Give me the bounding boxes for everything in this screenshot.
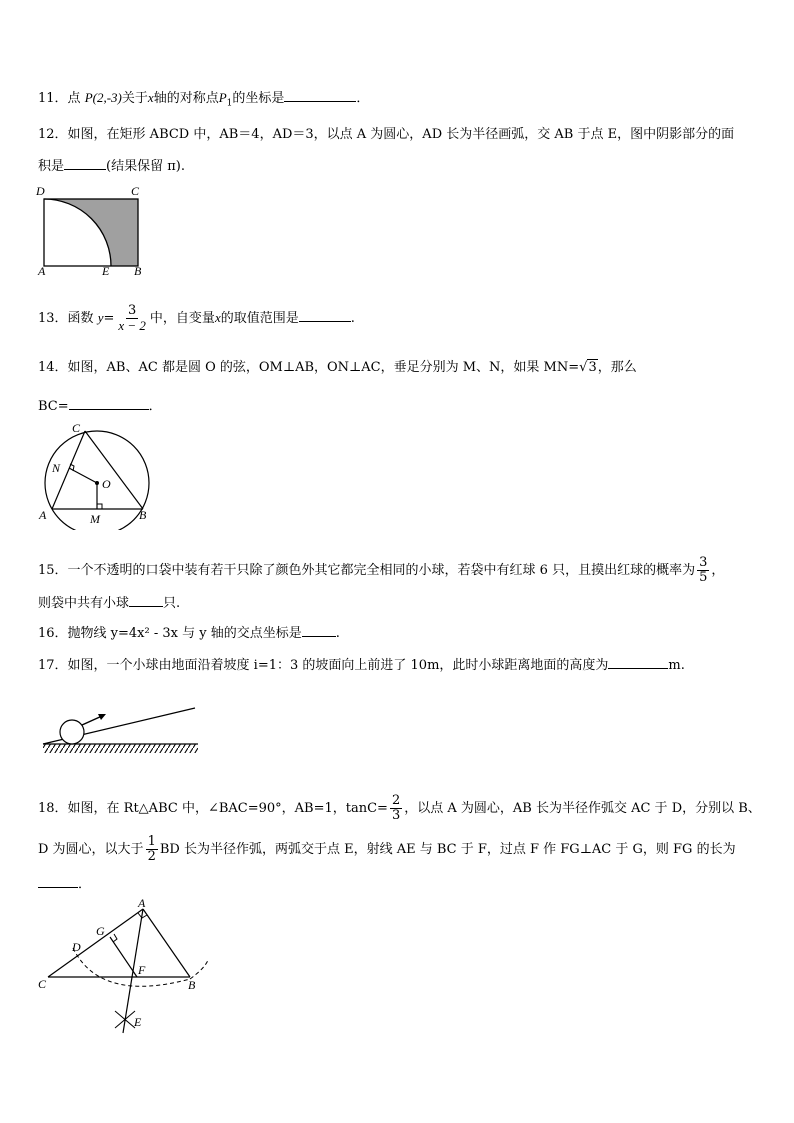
question-12-line-1: 12．如图，在矩形 ABCD 中，AB＝4，AD＝3，以点 A 为圆心，AD 长为半径画弧，交 AB 于点 E，图中阴影部分的面 — [38, 127, 735, 142]
ball — [60, 720, 84, 744]
q11-end: ． — [356, 91, 370, 106]
figure-14-circle — [32, 420, 157, 530]
question-17 — [38, 654, 685, 676]
figure-12-rectangle — [30, 182, 160, 282]
label-a: A — [138, 896, 146, 910]
question-14-line-1 — [38, 358, 637, 378]
q17-end: m. — [668, 658, 685, 673]
radicand: 3 — [588, 360, 597, 375]
label-m: M — [90, 512, 100, 526]
center-point — [95, 481, 99, 485]
q17-text: 17．如图，一个小球由地面沿着坡度 i=1：3 的坡面向上前进了 10m，此时小球距离地面的高度为 — [38, 658, 609, 673]
q18-fraction-half — [146, 835, 158, 864]
q15-text: 则袋中共有小球 — [38, 596, 130, 611]
question-16 — [38, 622, 340, 644]
arc-from-b — [190, 960, 208, 979]
q14-text: ，那么 — [597, 360, 637, 375]
q16-end: . — [335, 626, 340, 641]
answer-blank[interactable] — [302, 622, 336, 637]
q11-axis: x — [147, 90, 154, 105]
ground-hatching — [43, 744, 198, 753]
q11-number: 11． — [38, 91, 68, 106]
question-15-line-1 — [38, 556, 724, 585]
question-12-line-2 — [38, 155, 185, 177]
side-ab — [143, 909, 190, 977]
answer-blank[interactable] — [299, 307, 351, 322]
right-angle-m — [97, 504, 102, 509]
question-14-line-2 — [38, 395, 162, 417]
q11-text: 关于 — [121, 91, 148, 106]
label-a: A — [39, 508, 47, 522]
sqrt-symbol: √3 — [579, 360, 597, 375]
q16-text: 16．抛物线 y=4x² - 3x 与 y 轴的交点坐标是 — [38, 626, 302, 641]
question-15-line-2 — [38, 592, 180, 614]
label-e: E — [102, 264, 110, 278]
q18-text: D 为圆心，以大于 — [38, 842, 144, 857]
q18-text: 18．如图，在 Rt△ABC 中，∠BAC=90°，AB=1，tanC= — [38, 801, 388, 816]
q11-text: 轴的对称点 — [153, 91, 219, 106]
label-g: G — [96, 924, 105, 938]
answer-blank[interactable] — [129, 592, 163, 607]
question-18-line-1 — [38, 794, 761, 823]
label-b: B — [139, 508, 147, 522]
q13-fraction — [116, 304, 148, 333]
q13-equals: = — [103, 311, 115, 326]
segment-fg — [110, 937, 137, 977]
label-c: C — [72, 421, 81, 435]
q13-var-y: y — [97, 310, 104, 325]
direction-arrow-shaft — [82, 716, 102, 725]
label-e: E — [134, 1015, 142, 1029]
figure-17-slope — [38, 700, 203, 755]
fraction-denominator: 3 — [391, 808, 401, 823]
fraction-denominator: x − 2 — [118, 318, 146, 333]
label-c: C — [38, 977, 47, 991]
label-c: C — [131, 184, 140, 198]
q18-end: ． — [78, 877, 92, 892]
answer-blank[interactable] — [38, 873, 78, 888]
fraction-numerator: 3 — [128, 303, 137, 318]
label-d: D — [72, 940, 81, 954]
q13-var-x: x — [214, 310, 221, 325]
q14-text: BC= — [38, 399, 69, 414]
q11-point: P(2,-3) — [84, 90, 122, 105]
fraction-numerator: 2 — [391, 793, 401, 808]
q15-text: 15．一个不透明的口袋中装有若干只除了颜色外其它都完全相同的小球，若袋中有红球 6 只，且摸出红球的概率为 — [38, 563, 696, 578]
q18-text: ，以点 A 为圆心，AB 长为半径作弧交 AC 于 D，分别以 B、 — [404, 801, 761, 816]
label-n: N — [52, 461, 61, 475]
question-11 — [38, 87, 369, 114]
q13-end: . — [350, 311, 355, 326]
fraction-numerator: 3 — [699, 555, 708, 570]
label-f: F — [138, 963, 146, 977]
q15-comma: ， — [711, 563, 725, 578]
label-a: A — [38, 264, 46, 278]
q11-text: 点 — [67, 91, 81, 106]
question-18-line-3 — [38, 873, 91, 895]
q18-text: BD 长为半径作弧，两弧交于点 E，射线 AE 与 BC 于 F，过点 F 作 FG⊥AC 于 G，则 FG 的长为 — [159, 842, 736, 857]
q11-subscript: 1 — [226, 98, 233, 109]
answer-blank[interactable] — [69, 395, 149, 410]
answer-blank[interactable] — [284, 87, 356, 102]
q15-text: 只. — [163, 596, 181, 611]
answer-blank[interactable] — [64, 155, 106, 170]
q14-text: 14．如图，AB、AC 都是圆 O 的弦，OM⊥AB，ON⊥AC，垂足分别为 M、N，如果 MN= — [38, 360, 580, 375]
label-b: B — [188, 978, 196, 992]
label-b: B — [134, 264, 142, 278]
fraction-numerator: 1 — [147, 834, 156, 849]
shaded-region — [44, 199, 138, 266]
q15-fraction — [697, 556, 709, 585]
q13-text: 13．函数 — [38, 311, 94, 326]
q14-end: ． — [148, 399, 162, 414]
q11-symbol: P — [218, 90, 227, 105]
chord-bc — [85, 431, 143, 509]
fraction-denominator: 2 — [147, 849, 156, 864]
q12-text: 积是 — [38, 159, 65, 174]
q18-fraction — [390, 794, 402, 823]
label-d: D — [36, 184, 45, 198]
q13-text: 的取值范围是 — [220, 311, 299, 326]
answer-blank[interactable] — [608, 654, 668, 669]
q11-text: 的坐标是 — [232, 91, 285, 106]
label-o: O — [102, 477, 111, 491]
figure-18-triangle — [30, 893, 220, 1038]
q13-text: 中，自变量 — [149, 311, 215, 326]
side-ac — [48, 909, 143, 977]
question-13 — [38, 304, 355, 333]
question-18-line-2 — [38, 835, 736, 864]
fraction-denominator: 5 — [699, 570, 708, 585]
right-angle-g — [113, 934, 117, 942]
q12-text: (结果保留 π). — [106, 159, 185, 174]
